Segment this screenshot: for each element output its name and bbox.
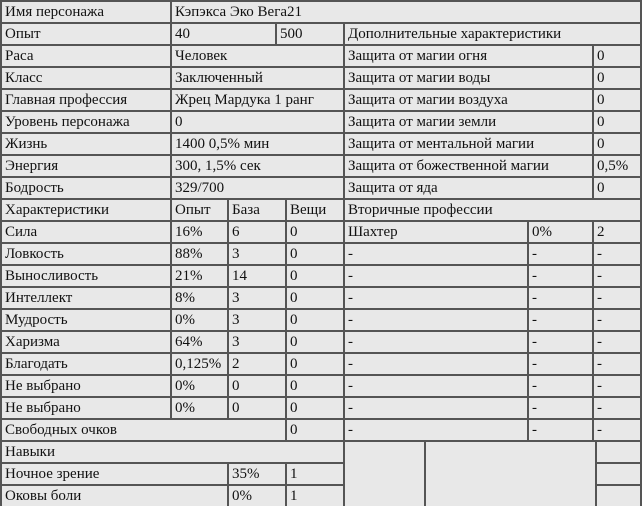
exp-label: Опыт <box>0 22 170 44</box>
stat-exp: 88% <box>170 242 227 264</box>
stat-items: 0 <box>285 308 343 330</box>
exp-next-value: 500 <box>275 22 343 44</box>
energy-value: 300, 1,5% сек <box>170 154 343 176</box>
extra-row-label: Защита от магии воды <box>343 66 592 88</box>
secondary-exp: - <box>527 242 592 264</box>
main-profession-value: Жрец Мардука 1 ранг <box>170 88 343 110</box>
stat-items: 0 <box>285 286 343 308</box>
secondary-name: - <box>343 264 527 286</box>
extra-row-value: 0 <box>592 176 642 198</box>
skill-percent: 0% <box>227 484 285 506</box>
empty-cell <box>595 484 642 506</box>
extra-row-value: 0 <box>592 44 642 66</box>
extra-header: Дополнительные характеристики <box>343 22 642 44</box>
stat-base: 3 <box>227 242 285 264</box>
stat-base: 3 <box>227 308 285 330</box>
extra-row-value: 0,5% <box>592 154 642 176</box>
skill-level: 1 <box>285 462 343 484</box>
energy-label: Энергия <box>0 154 170 176</box>
secondary-level: - <box>592 374 642 396</box>
name-value: Кэпэкса Эко Вега21 <box>170 0 642 22</box>
empty-cell <box>595 462 642 484</box>
stat-name: Мудрость <box>0 308 170 330</box>
secondary-level: - <box>592 308 642 330</box>
extra-row-label: Защита от ментальной магии <box>343 132 592 154</box>
stat-exp: 0% <box>170 308 227 330</box>
extra-row-label: Защита от магии земли <box>343 110 592 132</box>
name-label: Имя персонажа <box>0 0 170 22</box>
stats-header-base: База <box>227 198 285 220</box>
secondary-exp: - <box>527 308 592 330</box>
vigor-value: 329/700 <box>170 176 343 198</box>
stat-items: 0 <box>285 330 343 352</box>
class-value: Заключенный <box>170 66 343 88</box>
stat-name: Выносливость <box>0 264 170 286</box>
stat-exp: 16% <box>170 220 227 242</box>
stat-exp: 0,125% <box>170 352 227 374</box>
stat-items: 0 <box>285 396 343 418</box>
secondary-name: - <box>343 242 527 264</box>
secondary-exp: 0% <box>527 220 592 242</box>
stat-items: 0 <box>285 264 343 286</box>
free-points-label: Свободных очков <box>0 418 285 440</box>
skill-level: 1 <box>285 484 343 506</box>
stat-base: 6 <box>227 220 285 242</box>
secondary-level: 2 <box>592 220 642 242</box>
stat-items: 0 <box>285 374 343 396</box>
secondary-name: - <box>343 286 527 308</box>
stat-base: 2 <box>227 352 285 374</box>
extra-row-value: 0 <box>592 88 642 110</box>
stat-base: 0 <box>227 396 285 418</box>
stat-exp: 8% <box>170 286 227 308</box>
stat-items: 0 <box>285 242 343 264</box>
vigor-label: Бодрость <box>0 176 170 198</box>
secondary-level: - <box>592 286 642 308</box>
stat-name: Благодать <box>0 352 170 374</box>
secondary-level: - <box>592 242 642 264</box>
extra-row-label: Защита от божественной магии <box>343 154 592 176</box>
stat-exp: 21% <box>170 264 227 286</box>
secondary-exp: - <box>527 264 592 286</box>
life-label: Жизнь <box>0 132 170 154</box>
class-label: Класс <box>0 66 170 88</box>
level-label: Уровень персонажа <box>0 110 170 132</box>
extra-row-label: Защита от магии воздуха <box>343 88 592 110</box>
secondary-level: - <box>592 418 642 440</box>
stat-name: Ловкость <box>0 242 170 264</box>
stat-exp: 64% <box>170 330 227 352</box>
secondary-name: Шахтер <box>343 220 527 242</box>
extra-row-label: Защита от магии огня <box>343 44 592 66</box>
stat-items: 0 <box>285 220 343 242</box>
empty-cell <box>343 440 424 506</box>
life-value: 1400 0,5% мин <box>170 132 343 154</box>
secondary-exp: - <box>527 418 592 440</box>
stats-header-exp: Опыт <box>170 198 227 220</box>
free-points-value: 0 <box>285 418 343 440</box>
main-profession-label: Главная профессия <box>0 88 170 110</box>
secondary-name: - <box>343 418 527 440</box>
stats-header-name: Характеристики <box>0 198 170 220</box>
extra-row-value: 0 <box>592 110 642 132</box>
secondary-header: Вторичные профессии <box>343 198 642 220</box>
level-value: 0 <box>170 110 343 132</box>
secondary-name: - <box>343 374 527 396</box>
secondary-exp: - <box>527 352 592 374</box>
skill-percent: 35% <box>227 462 285 484</box>
stat-items: 0 <box>285 352 343 374</box>
secondary-name: - <box>343 396 527 418</box>
secondary-name: - <box>343 330 527 352</box>
stat-base: 3 <box>227 330 285 352</box>
secondary-exp: - <box>527 330 592 352</box>
stat-base: 0 <box>227 374 285 396</box>
secondary-level: - <box>592 352 642 374</box>
stat-exp: 0% <box>170 396 227 418</box>
stat-name: Не выбрано <box>0 396 170 418</box>
secondary-exp: - <box>527 396 592 418</box>
stat-name: Не выбрано <box>0 374 170 396</box>
empty-cell <box>424 440 595 506</box>
stat-exp: 0% <box>170 374 227 396</box>
stat-base: 3 <box>227 286 285 308</box>
skills-header: Навыки <box>0 440 343 462</box>
secondary-level: - <box>592 264 642 286</box>
secondary-name: - <box>343 308 527 330</box>
stat-base: 14 <box>227 264 285 286</box>
secondary-exp: - <box>527 286 592 308</box>
extra-row-label: Защита от яда <box>343 176 592 198</box>
secondary-level: - <box>592 396 642 418</box>
skill-name: Оковы боли <box>0 484 227 506</box>
secondary-exp: - <box>527 374 592 396</box>
race-value: Человек <box>170 44 343 66</box>
secondary-level: - <box>592 330 642 352</box>
extra-row-value: 0 <box>592 132 642 154</box>
race-label: Раса <box>0 44 170 66</box>
stats-header-items: Вещи <box>285 198 343 220</box>
stat-name: Харизма <box>0 330 170 352</box>
stat-name: Сила <box>0 220 170 242</box>
secondary-name: - <box>343 352 527 374</box>
skill-name: Ночное зрение <box>0 462 227 484</box>
exp-value: 40 <box>170 22 275 44</box>
stat-name: Интеллект <box>0 286 170 308</box>
extra-row-value: 0 <box>592 66 642 88</box>
empty-cell <box>595 440 642 462</box>
